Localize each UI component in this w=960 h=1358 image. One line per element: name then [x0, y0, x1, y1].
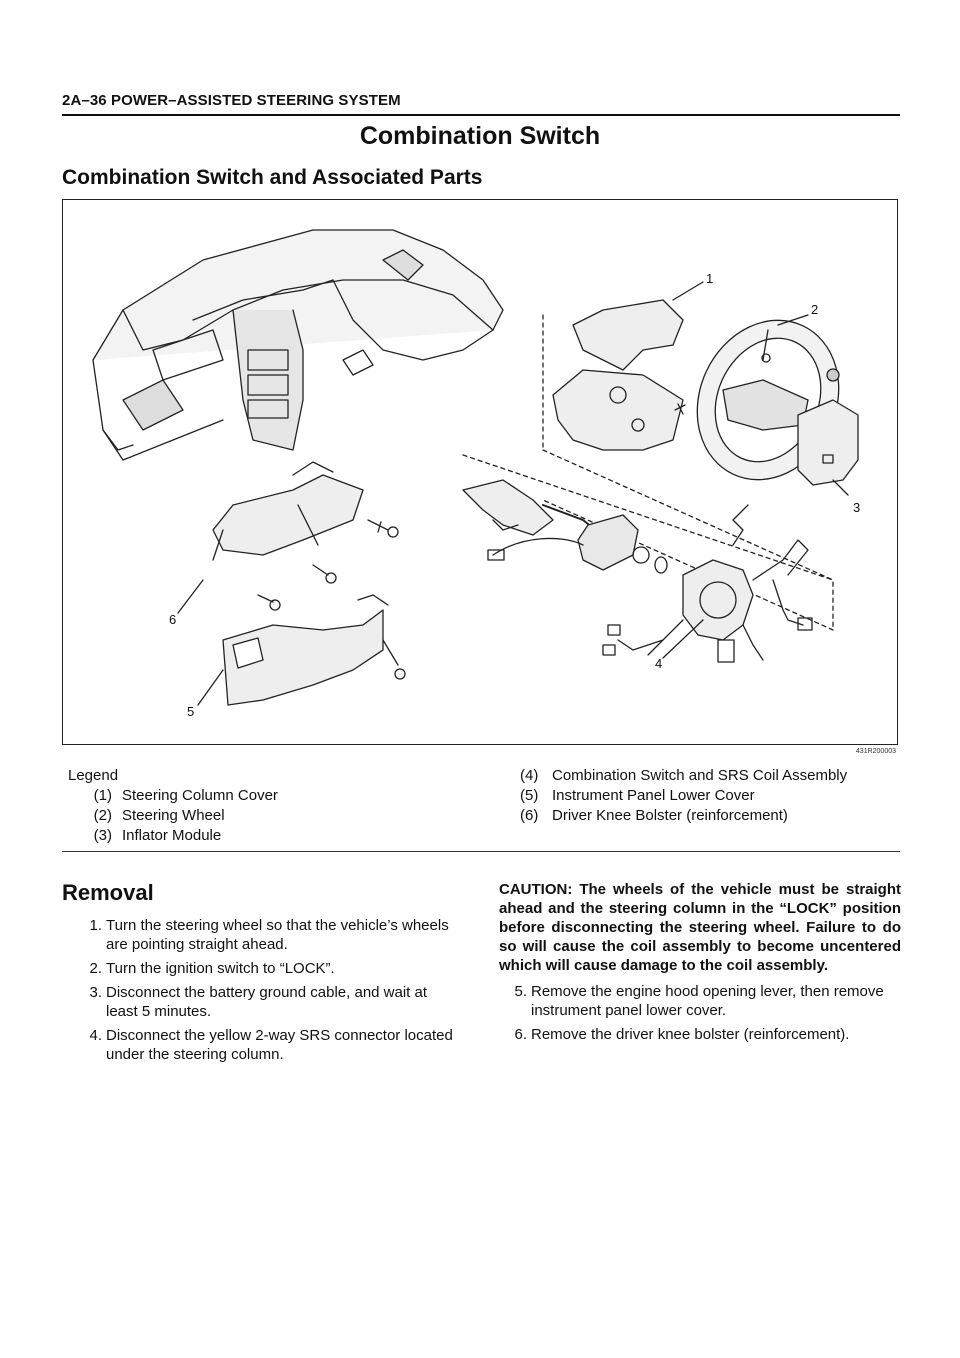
step-item: 6. Remove the driver knee bolster (reinforcement). — [514, 1026, 850, 1043]
legend-item: (5) Instrument Panel Lower Cover — [520, 787, 755, 804]
callout-5: 5 — [187, 704, 195, 719]
step-item: 5. Remove the engine hood opening lever, then remove instrument panel lower cover. — [514, 983, 884, 1019]
legend-right — [520, 766, 847, 826]
removal-steps-left — [62, 916, 462, 1069]
step-item: 2. Turn the ignition switch to “LOCK”. — [89, 960, 335, 977]
figure-code: 431R200003 — [855, 748, 896, 755]
legend-item: (4) Combination Switch and SRS Coil Assembly — [520, 767, 848, 784]
step-item: 4. Disconnect the yellow 2-way SRS connector located under the steering column. — [89, 1027, 453, 1063]
section-subtitle: Combination Switch and Associated Parts — [62, 166, 483, 189]
legend-rule — [62, 851, 900, 852]
callout-3: 3 — [853, 500, 861, 515]
legend-title: Legend — [68, 767, 119, 784]
removal-heading: Removal — [62, 880, 154, 905]
callout-6: 6 — [169, 612, 177, 627]
removal-steps-right — [499, 982, 901, 1049]
legend-item: (6) Driver Knee Bolster (reinforcement) — [520, 807, 788, 824]
legend-item: (3) Inflator Module — [93, 827, 222, 844]
callout-2: 2 — [811, 302, 819, 317]
callout-1: 1 — [706, 271, 714, 286]
legend-item: (1) Steering Column Cover — [93, 787, 278, 804]
legend-left — [68, 766, 278, 846]
legend-item: (2) Steering Wheel — [93, 807, 225, 824]
callout-4: 4 — [655, 656, 663, 671]
page-title: Combination Switch — [359, 122, 601, 150]
step-item: 1. Turn the steering wheel so that the vehicle’s wheels are pointing straight ahead. — [89, 917, 449, 953]
caution-note: CAUTION: The wheels of the vehicle must be straight ahead and the steering column in the “LOCK” position before disconnecting the steering wheel. Failure to do so will cause the coil assembly to become uncentered which will cause damage to the coil assembly. — [499, 881, 901, 974]
page-header: 2A–36 POWER–ASSISTED STEERING SYSTEM — [62, 92, 401, 109]
exploded-view-figure — [62, 199, 898, 745]
exploded-view-drawing — [63, 200, 897, 744]
step-item: 3. Disconnect the battery ground cable, and wait at least 5 minutes. — [89, 984, 428, 1020]
header-rule — [62, 114, 900, 116]
